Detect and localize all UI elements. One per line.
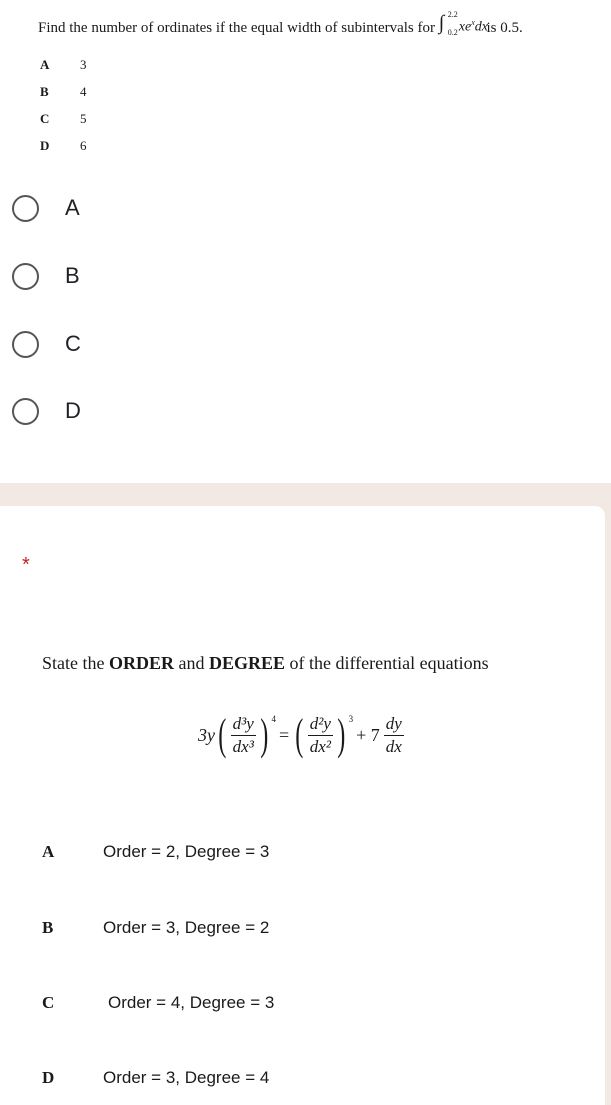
- radio-option-b[interactable]: [12, 258, 80, 294]
- radio-option-d[interactable]: [12, 393, 81, 429]
- question-2-text: State the ORDER and DEGREE of the differential equations: [42, 653, 489, 673]
- radio-option-a[interactable]: [12, 190, 80, 226]
- radio-label: A: [65, 195, 80, 220]
- radio-button[interactable]: [12, 331, 39, 358]
- order-keyword: ORDER: [108, 653, 174, 673]
- equals-sign: =: [278, 724, 290, 745]
- radio-option-c[interactable]: [12, 326, 81, 362]
- radio-button[interactable]: [12, 195, 39, 222]
- equation-coefficient: 3y: [198, 724, 215, 745]
- integral-lower-limit: 0.2: [447, 28, 458, 37]
- integrand-exponent: x: [471, 18, 475, 27]
- question-card-1: Find the number of ordinates if the equal width of subintervals for ∫ 2.2 0.2 $xe^xdx$ is 0.5. A 3 B 4 C 5 D 6 A B C D: [0, 0, 611, 483]
- question-1-text-before: Find the number of ordinates if the equal width of subintervals for: [38, 20, 435, 36]
- question-1-text-after: is 0.5.: [486, 20, 523, 36]
- third-derivative-fraction: $\frac{\text{d³y}}{\text{dx³}}$: [232, 713, 254, 756]
- integral-upper-limit: 2.2: [447, 10, 458, 19]
- differential-equation: 3y ( $\frac{\text{d³y}}{\text{dx³}}$ ) 4 = ( $\frac{\text{d²y}}{\text{dx²}}$ ) 3 + 7 $\frac{dy}{dx}$: [198, 710, 402, 759]
- radio-button[interactable]: [12, 398, 39, 425]
- radio-label: B: [65, 263, 80, 288]
- integrand: xe: [458, 19, 472, 35]
- radio-label: D: [65, 398, 81, 423]
- integral-expression: ∫ 2.2 0.2 $xe^xdx$: [438, 10, 488, 37]
- degree-keyword: DEGREE: [209, 653, 286, 673]
- integral-dx: dx: [474, 19, 488, 35]
- question-card-2: [0, 506, 605, 1105]
- question-1-text: [38, 10, 523, 38]
- required-marker: *: [22, 554, 30, 576]
- radio-button[interactable]: [12, 263, 39, 290]
- plus-seven: + 7: [356, 724, 380, 745]
- second-derivative-fraction: $\frac{\text{d²y}}{\text{dx²}}$: [309, 713, 331, 756]
- power-3: 3: [348, 714, 354, 724]
- radio-label: C: [65, 331, 81, 356]
- power-4: 4: [271, 714, 276, 724]
- first-derivative-fraction: $\frac{dy}{dx}$: [385, 713, 402, 756]
